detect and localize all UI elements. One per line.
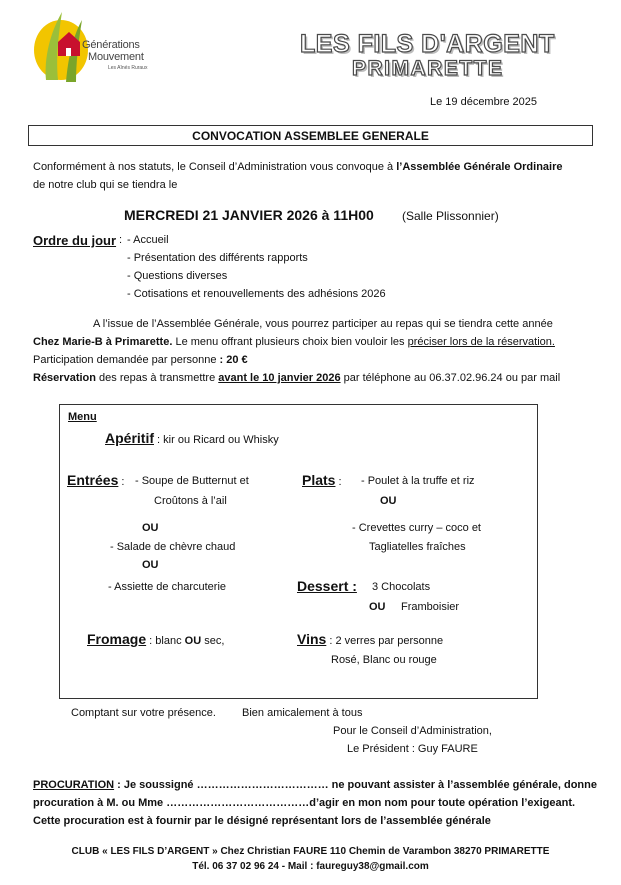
fromage-label: Fromage: [87, 631, 147, 647]
intro-line1: [33, 161, 563, 173]
meeting-location: (Salle Plissonnier): [402, 209, 499, 223]
page-title: CONVOCATION ASSEMBLEE GENERALE: [192, 129, 429, 143]
meal-text: Le menu offrant plusieurs choix bien vouloir les: [172, 336, 408, 348]
agenda-colon: :: [119, 234, 123, 246]
reservation-label: Réservation: [33, 372, 96, 384]
entree-item: - Soupe de Butternut et: [135, 475, 249, 487]
entrees-heading: [67, 472, 124, 490]
vins-line: [297, 631, 443, 649]
club-name-line1: LES FILS D'ARGENT: [300, 30, 555, 58]
fromage-line: [87, 631, 224, 649]
closing-line3: Pour le Conseil d’Administration,: [333, 725, 492, 737]
entree-or: OU: [142, 559, 159, 571]
dessert-or: OU: [369, 601, 386, 613]
meal-line1: A l’issue de l’Assemblée Générale, vous pourrez participer au repas qui se tiendra cette année: [93, 318, 553, 330]
logo-text-generations: Générations: [82, 39, 140, 51]
intro-bold: l’Assemblée Générale Ordinaire: [396, 161, 563, 173]
footer-contact: Tél. 06 37 02 96 24 - Mail : faureguy38@gmail.com: [192, 861, 429, 872]
logo-text-mouvement: Mouvement: [88, 51, 144, 63]
plat-or: OU: [380, 495, 397, 507]
meeting-datetime: MERCREDI 21 JANVIER 2026 à 11H00: [124, 207, 374, 223]
logo-text-subtitle: Les Aînés Ruraux: [108, 65, 148, 71]
reservation-deadline: avant le 10 janvier 2026: [218, 372, 341, 384]
reservation-text: des repas à transmettre: [95, 372, 219, 384]
dessert-item: Framboisier: [401, 601, 460, 613]
fromage-text1: : blanc: [146, 635, 185, 647]
club-name-line2: PRIMARETTE: [352, 57, 504, 80]
plats-label: Plats: [302, 472, 336, 488]
plat-item: Tagliatelles fraîches: [369, 541, 466, 553]
meal-line2: [33, 336, 555, 348]
plat-item: - Poulet à la truffe et riz: [361, 475, 475, 487]
entree-item: Croûtons à l’ail: [154, 495, 227, 507]
procuration-line3: Cette procuration est à fournir par le désigné représentant lors de l’assemblée générale: [33, 815, 491, 827]
entree-item: - Salade de chèvre chaud: [110, 541, 236, 553]
aperitif-line: [105, 430, 279, 448]
procuration-line2: procuration à M. ou Mme …………………………………d’agir en mon nom pour toute opération l’exigeant.: [33, 797, 576, 809]
meal-line4: [33, 372, 560, 384]
agenda-label: Ordre du jour: [33, 233, 117, 248]
agenda-item: - Cotisations et renouvellements des adhésions 2026: [127, 288, 386, 300]
entree-or: OU: [142, 522, 159, 534]
dessert-label: Dessert :: [297, 578, 357, 594]
signature: Le Président : Guy FAURE: [347, 743, 478, 755]
price-label: Participation demandée par personne: [33, 354, 220, 366]
plat-item: - Crevettes curry – coco et: [352, 522, 481, 534]
plats-colon: :: [335, 476, 342, 488]
price-value: : 20 €: [219, 354, 248, 366]
vins-text: : 2 verres par personne: [326, 635, 444, 647]
agenda-item: - Questions diverses: [127, 270, 228, 282]
procuration-line1: [33, 779, 597, 791]
plats-heading: [302, 472, 342, 490]
entrees-colon: :: [118, 476, 125, 488]
letter-date: Le 19 décembre 2025: [430, 96, 538, 108]
procuration-label: PROCURATION: [33, 779, 115, 791]
aperitif-label: Apéritif: [105, 430, 154, 446]
agenda-item: - Accueil: [127, 234, 169, 246]
closing-line2: Bien amicalement à tous: [242, 707, 363, 719]
aperitif-text: : kir ou Ricard ou Whisky: [154, 434, 279, 446]
agenda-item: - Présentation des différents rapports: [127, 252, 308, 264]
intro-text: Conformément à nos statuts, le Conseil d’Administration vous convoque à: [33, 161, 397, 173]
vins-text2: Rosé, Blanc ou rouge: [331, 654, 437, 666]
reservation-contact: par téléphone au 06.37.02.96.24 ou par mail: [340, 372, 561, 384]
fromage-or: OU: [184, 635, 202, 647]
restaurant-name: Chez Marie-B à Primarette.: [33, 336, 173, 348]
intro-line2: de notre club qui se tiendra le: [33, 179, 178, 191]
meal-underline: préciser lors de la réservation.: [407, 336, 555, 348]
meal-line3: [33, 354, 248, 366]
menu-label: Menu: [68, 411, 97, 423]
dessert-item: 3 Chocolats: [372, 581, 431, 593]
fromage-text2: sec,: [201, 635, 225, 647]
entree-item: - Assiette de charcuterie: [108, 581, 227, 593]
entrees-label: Entrées: [67, 472, 119, 488]
vins-label: Vins: [297, 631, 327, 647]
closing-line1: Comptant sur votre présence.: [71, 707, 216, 719]
footer-address: CLUB « LES FILS D’ARGENT » Chez Christian FAURE 110 Chemin de Varambon 38270 PRIMARETTE: [71, 846, 550, 857]
procuration-text: : Je soussigné ……………………………… ne pouvant assister à l’assemblée générale, donne: [114, 779, 597, 791]
